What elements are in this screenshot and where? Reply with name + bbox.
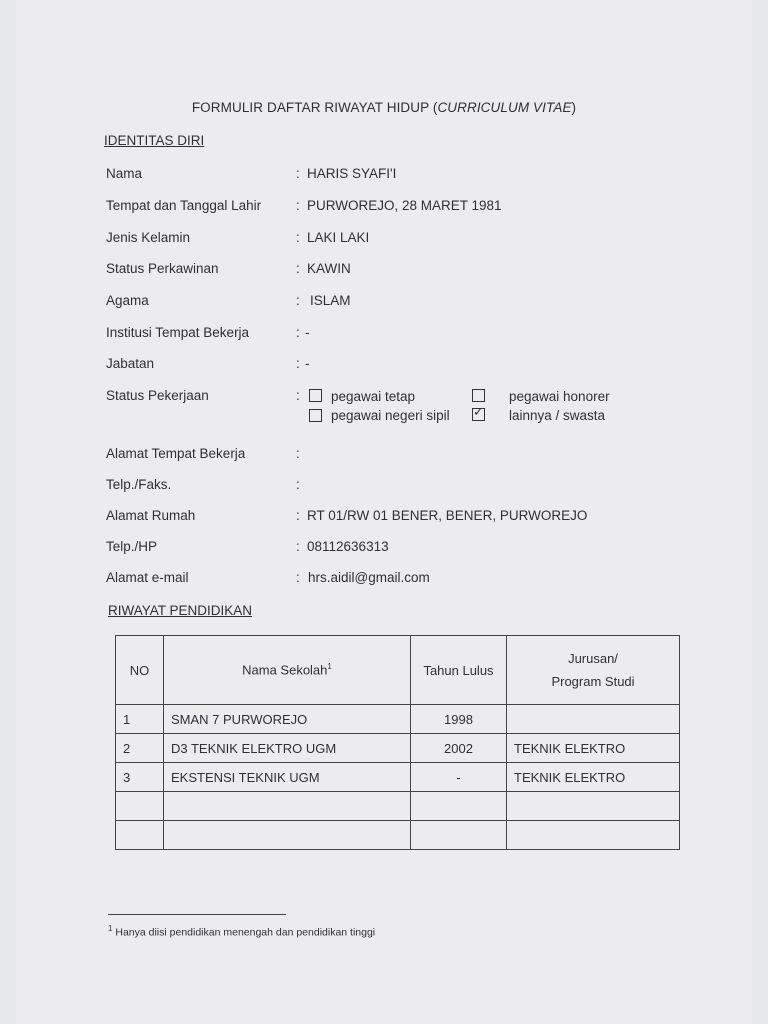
label-alamat-tempat-bekerja: Alamat Tempat Bekerja (106, 446, 246, 461)
cell-no (116, 792, 164, 821)
checkbox-pegawai-honorer[interactable] (472, 389, 485, 402)
option-label: pegawai honorer (509, 389, 610, 404)
colon: : (296, 539, 300, 554)
header-year: Tahun Lulus (411, 636, 507, 705)
colon: : (296, 477, 300, 492)
cell-school: D3 TEKNIK ELEKTRO UGM (164, 734, 411, 763)
colon: : (296, 570, 300, 585)
value-jabatan: - (305, 356, 310, 371)
label-alamat-email: Alamat e-mail (106, 570, 189, 585)
cell-school (164, 821, 411, 850)
table-row (116, 734, 680, 763)
cell-year: 1998 (411, 705, 507, 734)
header-major: Jurusan/ Program Studi (507, 636, 680, 705)
colon: : (296, 293, 300, 308)
cell-major (507, 705, 680, 734)
label-status-perkawinan: Status Perkawinan (106, 261, 219, 276)
value-jenis-kelamin: LAKI LAKI (307, 230, 370, 245)
option-label: lainnya / swasta (509, 408, 606, 423)
cell-no: 2 (116, 734, 164, 763)
label-institusi: Institusi Tempat Bekerja (106, 325, 250, 340)
label-jenis-kelamin: Jenis Kelamin (106, 230, 191, 245)
cell-year: - (411, 763, 507, 792)
label-telp-faks: Telp./Faks. (106, 477, 172, 492)
colon: : (296, 166, 300, 181)
cell-major (507, 821, 680, 850)
value-nama: HARIS SYAFI'I (307, 166, 397, 181)
value-alamat-email: hrs.aidil@gmail.com (308, 570, 430, 585)
cell-no: 3 (116, 763, 164, 792)
footnote-divider (108, 914, 286, 915)
education-heading: RIWAYAT PENDIDIKAN (108, 603, 253, 618)
checkbox-lainnya-swasta[interactable] (472, 408, 485, 421)
table-row (116, 763, 680, 792)
cell-no (116, 821, 164, 850)
value-status-perkawinan: KAWIN (307, 261, 351, 276)
cell-no: 1 (116, 705, 164, 734)
label-alamat-rumah: Alamat Rumah (106, 508, 196, 523)
table-header-row (116, 636, 680, 705)
label-status-pekerjaan: Status Pekerjaan (106, 388, 209, 403)
cell-year: 2002 (411, 734, 507, 763)
colon: : (296, 198, 300, 213)
identity-heading: IDENTITAS DIRI (104, 133, 205, 148)
value-institusi: - (305, 325, 310, 340)
colon: : (296, 508, 300, 523)
header-school: Nama Sekolah$^1$ (164, 636, 411, 705)
table-row (116, 821, 680, 850)
colon: : (296, 356, 300, 371)
cell-year (411, 792, 507, 821)
colon: : (296, 446, 300, 461)
table-row (116, 792, 680, 821)
footnote: $^1$ Hanya diisi pendidikan menengah dan pendidikan tinggi (108, 924, 376, 939)
cell-major: TEKNIK ELEKTRO (507, 734, 680, 763)
cell-school: SMAN 7 PURWOREJO (164, 705, 411, 734)
label-telp-hp: Telp./HP (106, 539, 158, 554)
checkbox-pegawai-tetap[interactable] (309, 389, 322, 402)
value-alamat-rumah: RT 01/RW 01 BENER, BENER, PURWOREJO (307, 508, 588, 523)
education-table (115, 635, 680, 850)
cell-school (164, 792, 411, 821)
table-row (116, 705, 680, 734)
colon: : (296, 261, 300, 276)
value-tempat-tanggal-lahir: PURWOREJO, 28 MARET 1981 (307, 198, 502, 213)
label-tempat-tanggal-lahir: Tempat dan Tanggal Lahir (106, 198, 262, 213)
option-label: pegawai negeri sipil (331, 408, 450, 423)
option-label: pegawai tetap (331, 389, 416, 404)
label-jabatan: Jabatan (106, 356, 155, 371)
form-title: FORMULIR DAFTAR RIWAYAT HIDUP (CURRICULUM VITAE) (191, 100, 577, 115)
checkbox-pegawai-negeri-sipil[interactable] (309, 409, 322, 422)
cell-year (411, 821, 507, 850)
colon: : (296, 388, 300, 403)
colon: : (296, 325, 300, 340)
label-nama: Nama (106, 166, 143, 181)
cell-school: EKSTENSI TEKNIK UGM (164, 763, 411, 792)
value-telp-hp: 08112636313 (307, 539, 389, 554)
colon: : (296, 230, 300, 245)
header-no: NO (116, 636, 164, 705)
label-agama: Agama (106, 293, 149, 308)
cell-major: TEKNIK ELEKTRO (507, 763, 680, 792)
cell-major (507, 792, 680, 821)
value-agama: ISLAM (310, 293, 351, 308)
